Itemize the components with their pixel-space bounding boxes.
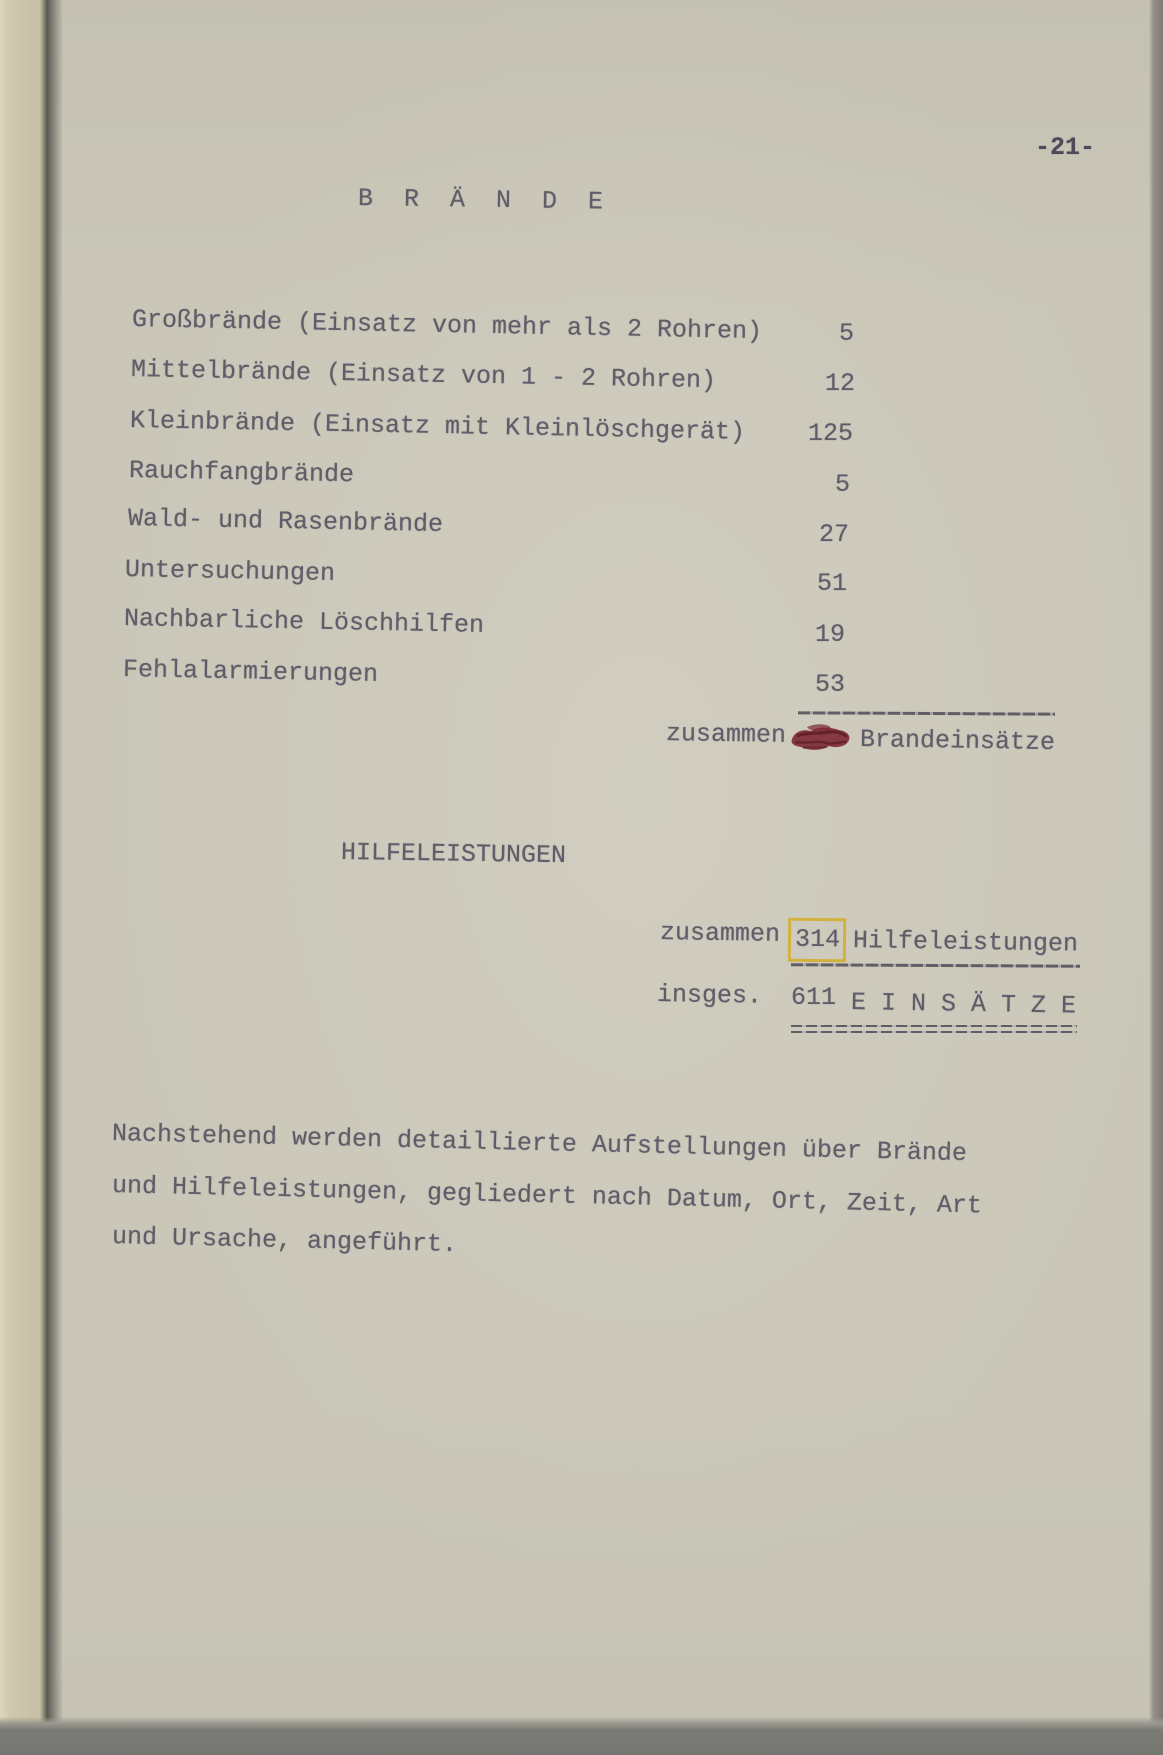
grand-total-suffix: E I N S Ä T Z E bbox=[850, 988, 1077, 1021]
grand-total-prefix: insges. bbox=[656, 980, 763, 1011]
grand-total-double-underline-bottom bbox=[791, 1031, 1077, 1033]
brande-heading: B R Ä N D E bbox=[357, 184, 612, 217]
row-grossbraende-label: Großbrände (Einsatz von mehr als 2 Rohren) bbox=[131, 305, 763, 347]
row-mittelbraende-value: 12 bbox=[825, 369, 856, 398]
row-fehlalarmierungen-label: Fehlalarmierungen bbox=[122, 655, 379, 689]
page-number: -21- bbox=[1035, 133, 1096, 162]
row-nachbarliche-loeschhilfen-value: 19 bbox=[815, 620, 846, 649]
redaction-smudge bbox=[789, 722, 853, 753]
brande-total-suffix: Brandeinsätze bbox=[859, 725, 1056, 758]
binding-edge bbox=[0, 0, 64, 1755]
row-kleinbraende-label: Kleinbrände (Einsatz mit Kleinlöschgerät) bbox=[129, 406, 746, 447]
row-kleinbraende-value: 125 bbox=[808, 419, 854, 448]
row-wald-rasenbraende-value: 27 bbox=[819, 520, 850, 549]
grand-total-value: 611 bbox=[791, 983, 837, 1012]
hilfeleistungen-total-value: 314 bbox=[794, 924, 841, 955]
row-wald-rasenbraende-label: Wald- und Rasenbrände bbox=[127, 504, 444, 540]
row-grossbraende-value: 5 bbox=[839, 319, 855, 348]
row-untersuchungen-value: 51 bbox=[817, 569, 848, 598]
hilfeleistungen-heading: HILFELEISTUNGEN bbox=[340, 838, 567, 871]
row-untersuchungen-label: Untersuchungen bbox=[124, 555, 336, 589]
row-fehlalarmierungen-value: 53 bbox=[815, 670, 846, 699]
row-mittelbraende-label: Mittelbrände (Einsatz von 1 - 2 Rohren) bbox=[130, 355, 717, 396]
page-edge-right bbox=[1149, 0, 1163, 1755]
hilfeleistungen-sum-underline bbox=[791, 963, 1080, 968]
row-rauchfangbraende-value: 5 bbox=[835, 470, 851, 499]
brande-sum-underline bbox=[798, 711, 1055, 715]
highlight-box bbox=[788, 918, 846, 963]
brande-total-prefix: zusammen bbox=[665, 719, 787, 750]
paragraph-line: Nachstehend werden detaillierte Aufstellungen über Brände bbox=[111, 1119, 968, 1169]
row-rauchfangbraende-label: Rauchfangbrände bbox=[128, 456, 355, 490]
paragraph-line: und Ursache, angeführt. bbox=[111, 1222, 458, 1260]
row-nachbarliche-loeschhilfen-label: Nachbarliche Löschhilfen bbox=[123, 604, 485, 640]
paragraph-line: und Hilfeleistungen, gegliedert nach Datum, Ort, Zeit, Art bbox=[111, 1171, 983, 1221]
hilfeleistungen-total-prefix: zusammen bbox=[659, 918, 781, 949]
hilfeleistungen-total-suffix: Hilfeleistungen bbox=[852, 926, 1079, 959]
grand-total-double-underline-top bbox=[791, 1025, 1077, 1027]
page-edge-bottom bbox=[0, 1717, 1163, 1755]
